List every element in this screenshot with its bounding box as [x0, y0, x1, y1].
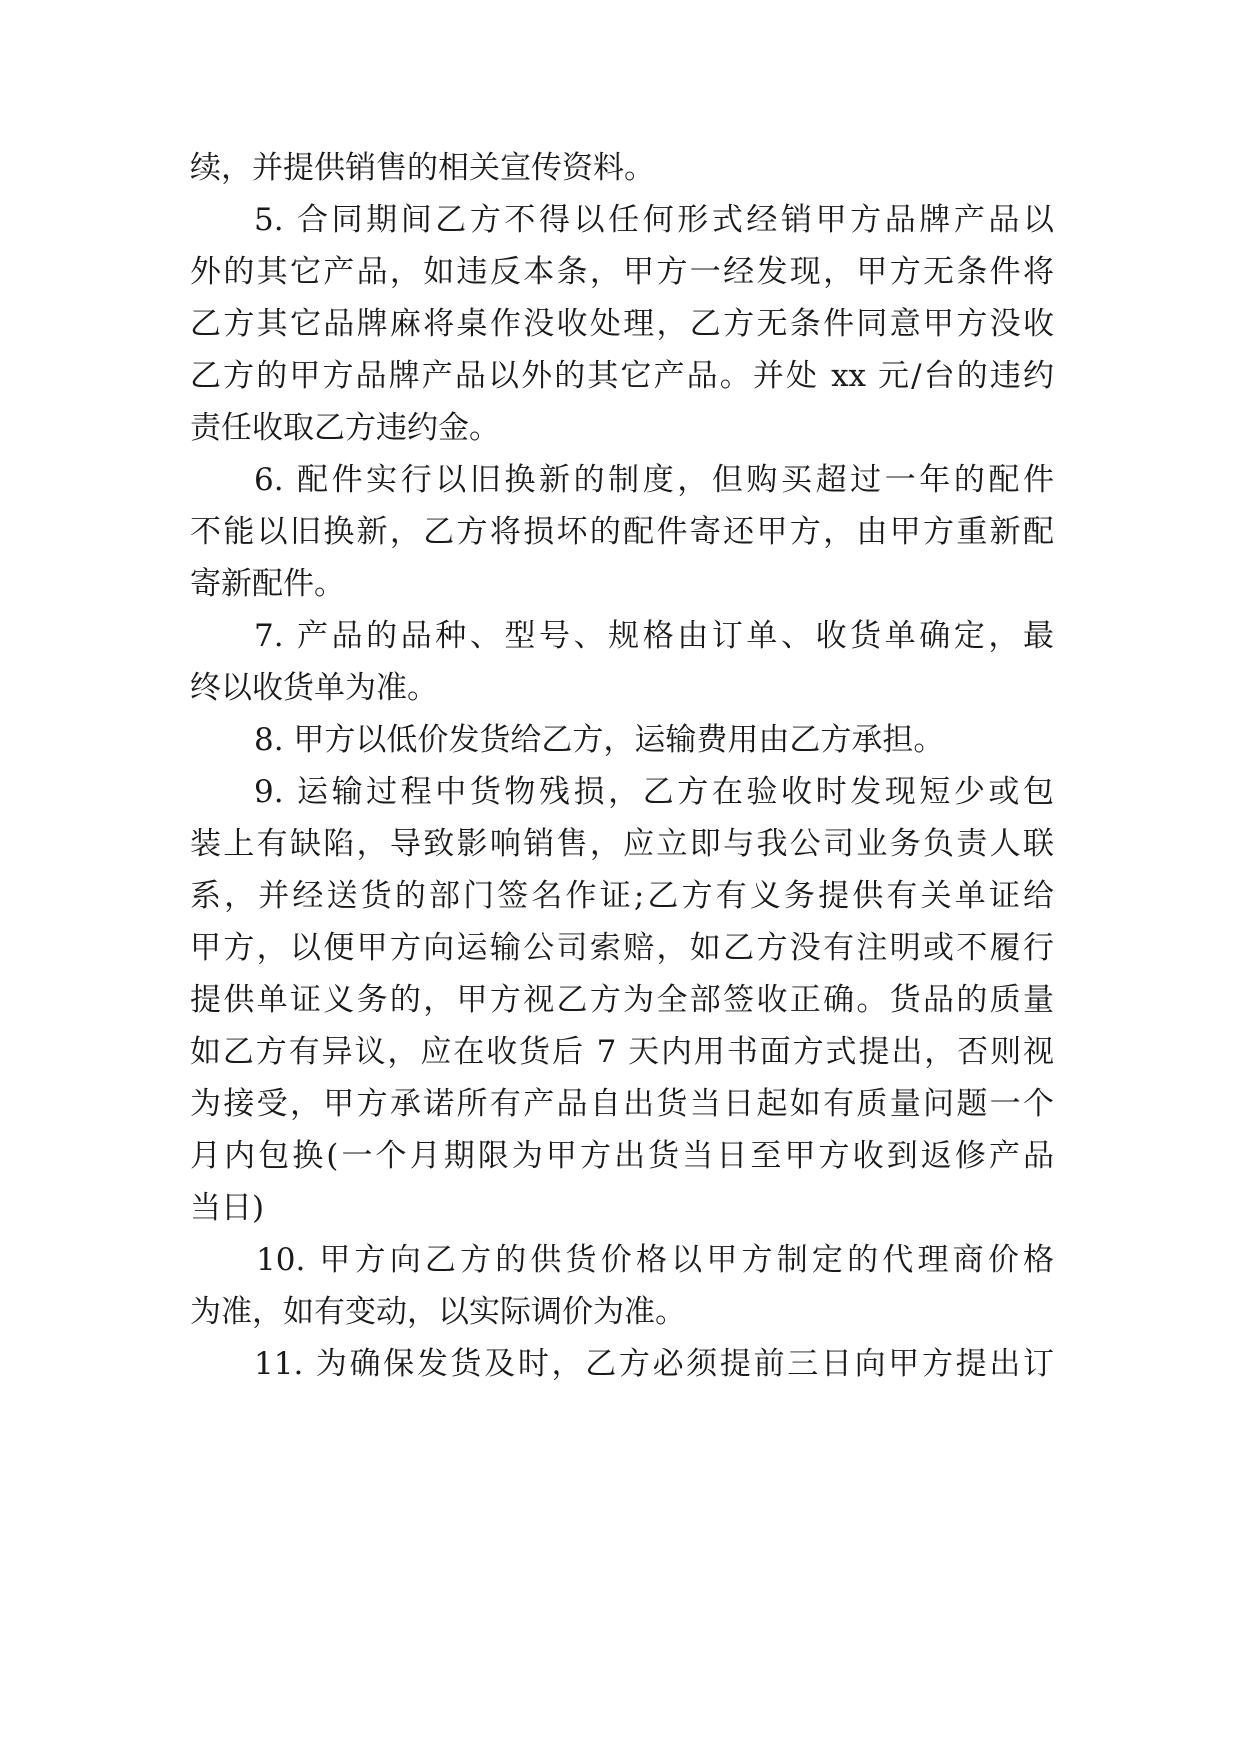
paragraph-line: 乙方其它品牌麻将桌作没收处理，乙方无条件同意甲方没收: [190, 306, 1054, 342]
paragraph-line: 外的其它产品，如违反本条，甲方一经发现，甲方无条件将: [190, 254, 1054, 290]
paragraph-line: 系，并经送货的部门签名作证;乙方有义务提供有关单证给: [190, 878, 1054, 914]
clause-8-line: 8. 甲方以低价发货给乙方，运输费用由乙方承担。: [254, 722, 945, 758]
paragraph-line: 月内包换(一个月期限为甲方出货当日至甲方收到返修产品: [190, 1138, 1054, 1174]
paragraph-line: 装上有缺陷，导致影响销售，应立即与我公司业务负责人联: [190, 826, 1054, 862]
paragraph-line: 寄新配件。: [190, 566, 345, 602]
paragraph-line: 如乙方有异议，应在收货后 7 天内用书面方式提出，否则视: [190, 1034, 1054, 1070]
clause-6-line: 6. 配件实行以旧换新的制度，但购买超过一年的配件: [254, 462, 1054, 498]
clause-7-line: 7. 产品的品种、型号、规格由订单、收货单确定，最: [254, 618, 1054, 654]
paragraph-line: 为准，如有变动，以实际调价为准。: [190, 1294, 686, 1330]
paragraph-line: 甲方，以便甲方向运输公司索赔，如乙方没有注明或不履行: [190, 930, 1054, 966]
clause-11-line: 11. 为确保发货及时，乙方必须提前三日向甲方提出订: [254, 1346, 1054, 1382]
paragraph-line: 提供单证义务的，甲方视乙方为全部签收正确。货品的质量: [190, 982, 1054, 1018]
paragraph-line: 为接受，甲方承诺所有产品自出货当日起如有质量问题一个: [190, 1086, 1054, 1122]
clause-5-line: 5. 合同期间乙方不得以任何形式经销甲方品牌产品以: [254, 202, 1054, 238]
document-page: [190, 0, 1060, 1754]
paragraph-line: 终以收货单为准。: [190, 670, 438, 706]
clause-9-line: 9. 运输过程中货物残损，乙方在验收时发现短少或包: [254, 774, 1054, 810]
paragraph-line: 不能以旧换新，乙方将损坏的配件寄还甲方，由甲方重新配: [190, 514, 1054, 550]
paragraph-line: 当日): [190, 1190, 265, 1226]
clause-10-line: 10. 甲方向乙方的供货价格以甲方制定的代理商价格: [256, 1242, 1054, 1278]
paragraph-line: 续，并提供销售的相关宣传资料。: [190, 150, 655, 186]
paragraph-line: 责任收取乙方违约金。: [190, 410, 500, 446]
paragraph-line: 乙方的甲方品牌产品以外的其它产品。并处 xx 元/台的违约: [190, 358, 1054, 394]
